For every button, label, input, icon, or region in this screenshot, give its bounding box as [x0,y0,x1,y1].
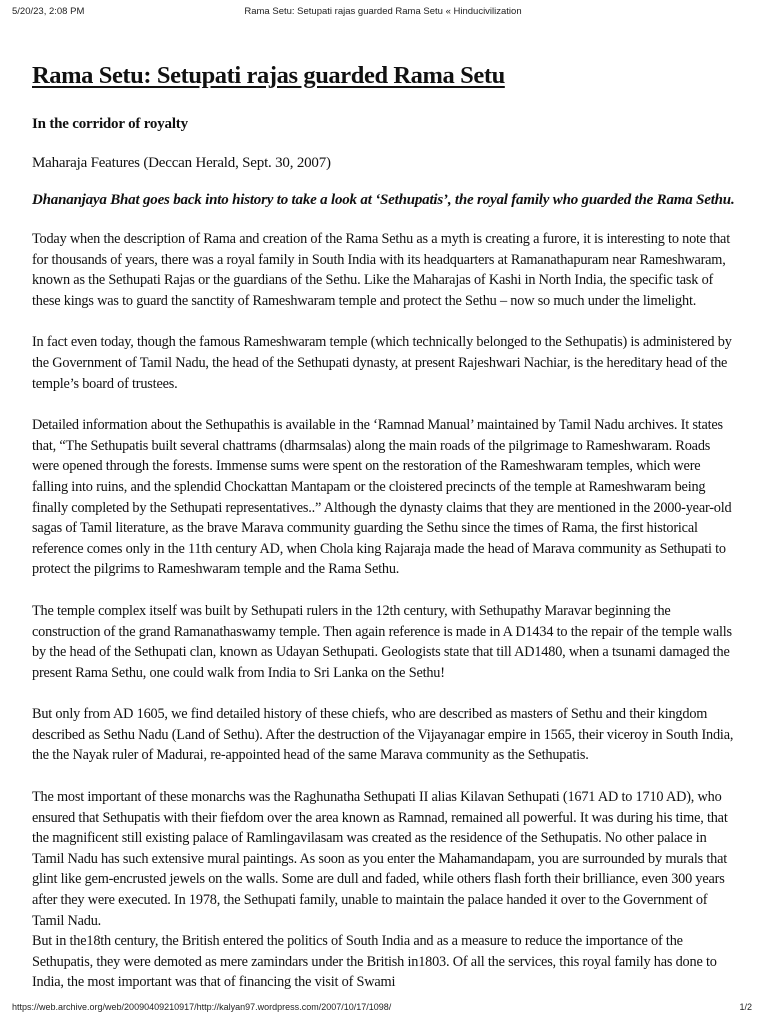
article [32,62,738,1014]
article-source: Maharaja Features (Deccan Herald, Sept. 30, 2007) [32,155,331,171]
print-page-number: 1/2 [739,1002,752,1012]
article-paragraph: But in the18th century, the British entered the politics of South India and as a measure to reduce the importance of the Sethupatis, they were demoted as mere zamindars under the British in1803. Of all the services, this royal family has done to India, the most important was that of financing the visit of Swami [32,933,717,991]
article-paragraph: In fact even today, though the famous Rameshwaram temple (which technically belonged to the Sethupatis) is administered by the Government of Tamil Nadu, the head of the Sethupati dynasty, at present Rajeshwari Nachiar, is the hereditary head of the temple’s board of trustees. [32,334,732,392]
article-lede: Dhananjaya Bhat goes back into history to take a look at ‘Sethupatis’, the royal family who guarded the Rama Sethu. [32,192,735,208]
article-paragraph: Today when the description of Rama and creation of the Rama Sethu as a myth is creating a furore, it is interesting to note that for thousands of years, there was a royal family in South India with its headquarters at Ramanathapuram near Rameshwaram, known as the Sethupati Rajas or the guardians of the Sethu. Like the Maharajas of Kashi in North India, the specific task of these kings was to guard the sanctity of Rameshwaram temple and protect the Sethu – now so much under the limelight. [32,231,730,309]
article-paragraph: The most important of these monarchs was the Raghunatha Sethupati II alias Kilavan Sethupati (1671 AD to 1710 AD), who ensured that Sethupatis with their fiefdom over the area known as Ramnad, remained all powerful. It was during his time, that the magnificent still existing palace of Ramlingavilasam was created as the residence of the Sethupatis. No other palace in Tamil Nadu has such extensive mural paintings. As soon as you enter the Mahamandapam, you are surrounded by murals that glint like gem-encrusted jewels on the walls. Some are dull and faded, while others flash forth their brilliance, even 300 years after they were executed. In 1978, the Sethupati family, unable to maintain the palace handed it over to the Government of Tamil Nadu. [32,789,728,929]
print-footer [12,1002,752,1016]
article-paragraph: The temple complex itself was built by Sethupati rulers in the 12th century, with Sethupathy Maravar beginning the construction of the grand Ramanathaswamy temple. Then again reference is made in A D1434 to the repair of the temple walls by the head of the Sethupati clan, known as Udayan Sethupati. Geologists state that till AD1480, when a tsunami damaged the present Rama Sethu, one could walk from India to Sri Lanka on the Sethu! [32,602,732,681]
print-page-title: Rama Setu: Setupati rajas guarded Rama Setu « Hinducivilization [244,6,522,17]
print-header [12,6,754,20]
article-paragraph: But only from AD 1605, we find detailed history of these chiefs, who are described as masters of Sethu and their kingdom described as Sethu Nadu (Land of Sethu). After the destruction of the Vijayanagar empire in 1565, their viceroy in South India, the the Nayak ruler of Madurai, re-appointed head of the same Marava community as the Sethupatis. [32,706,734,764]
print-source-url: https://web.archive.org/web/20090409210917/http://kalyan97.wordpress.com/2007/10/17/1098/ [12,1002,392,1012]
article-subhead: In the corridor of royalty [32,116,188,132]
print-date: 5/20/23, 2:08 PM [12,6,85,17]
article-paragraph: Detailed information about the Sethupathis is available in the ‘Ramnad Manual’ maintained by Tamil Nadu archives. It states that, “The Sethupatis built several chattrams (dharmsalas) along the main roads of the pilgrimage to Rameshwaram. Roads were opened through the forests. Immense sums were spent on the restoration of the Rameshwaram temples, which were falling into ruins, and the splendid Chockattan Mantapam or the cloistered precincts of the temple at Rameshwaram being finally completed by the Sethupati representatives..” Although the dynasty claims that they are mentioned in the 2000-year-old sagas of Tamil literature, as the brave Marava community guarding the Sethu since the times of Rama, the first historical reference comes only in the 11th century AD, when Chola king Rajaraja made the head of Marava community as Sethupati to protect the pilgrims to Rameshwaram temple and the Rama Sethu. [32,417,732,578]
article-title: Rama Setu: Setupati rajas guarded Rama Setu [32,62,505,89]
